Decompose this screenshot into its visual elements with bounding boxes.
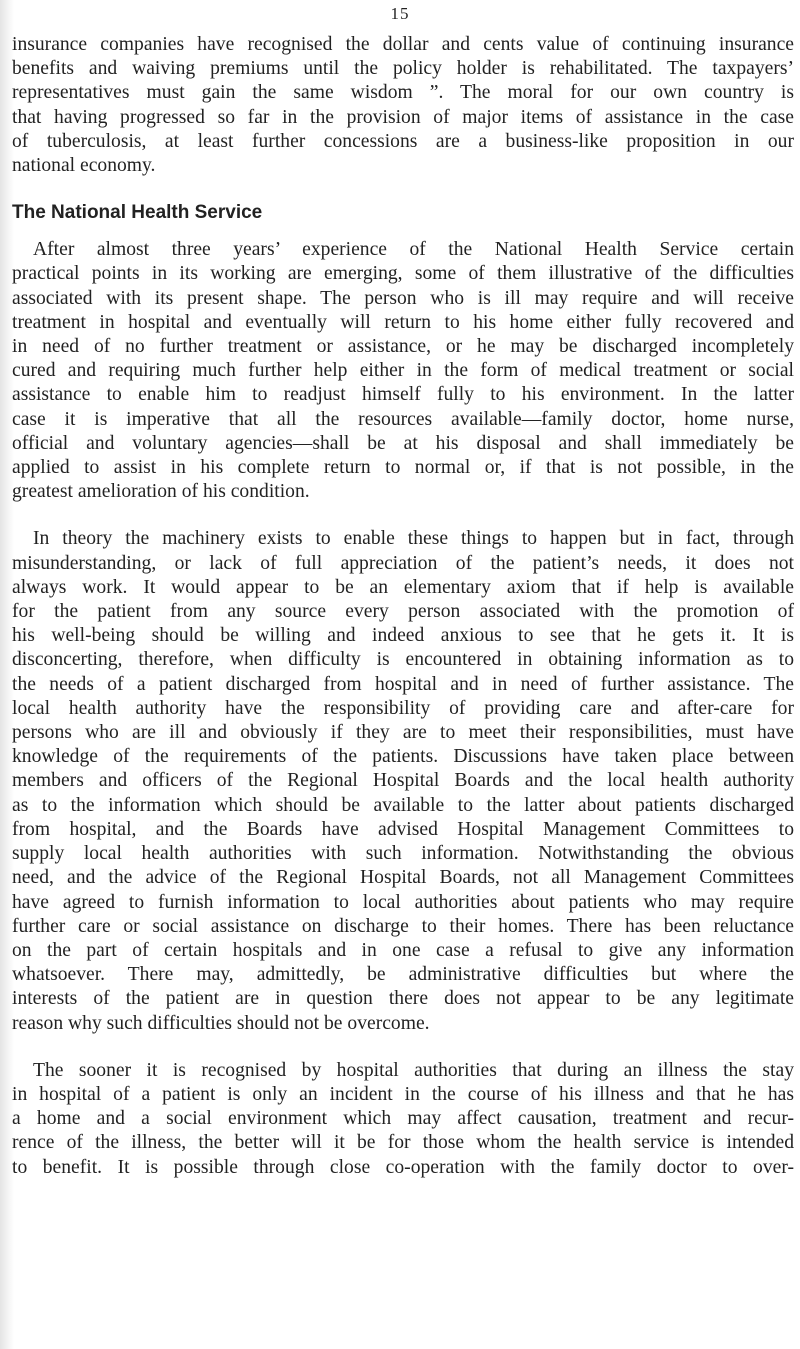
text-line: case it is imperative that all the resources available—family doctor, home nurse, xyxy=(12,408,794,430)
paragraph-nhs-experience xyxy=(12,238,794,504)
text-line: need, and the advice of the Regional Hospital Boards, not all Management Committees xyxy=(12,867,794,889)
text-line: local health authority have the responsibility of providing care and after-care for xyxy=(12,697,794,719)
text-line: reason why such difficulties should not be overcome. xyxy=(12,1012,430,1034)
text-line: representatives must gain the same wisdom ”. The moral for our own country is xyxy=(12,82,794,104)
text-line: knowledge of the requirements of the patients. Discussions have taken place between xyxy=(12,746,794,768)
text-line: of tuberculosis, at least further concessions are a business-like proposition in our xyxy=(12,130,794,152)
text-line: that having progressed so far in the provision of major items of assistance in the case xyxy=(12,106,794,128)
text-line: supply local health authorities with such information. Notwithstanding the obvious xyxy=(12,843,794,865)
text-line: misunderstanding, or lack of full appreciation of the patient’s needs, it does not xyxy=(12,552,794,574)
text-line: rence of the illness, the better will it be for those whom the health service is intended xyxy=(12,1132,794,1154)
text-line: The sooner it is recognised by hospital authorities that during an illness the stay xyxy=(33,1059,794,1081)
text-line: applied to assist in his complete return to normal or, if that is not possible, in the xyxy=(12,457,794,479)
text-line: greatest amelioration of his condition. xyxy=(12,481,310,503)
section-heading: The National Health Service xyxy=(12,202,263,224)
text-line: assistance to enable him to readjust himself fully to his environment. In the latter xyxy=(12,384,794,406)
text-line: national economy. xyxy=(12,155,156,177)
text-line: further care or social assistance on discharge to their homes. There has been reluctance xyxy=(12,915,794,937)
paragraph-insurance-continuation xyxy=(12,33,794,178)
text-line: In theory the machinery exists to enable these things to happen but in fact, through xyxy=(33,528,794,550)
text-line: disconcerting, therefore, when difficulty is encountered in obtaining information as to xyxy=(12,649,794,671)
text-line: benefits and waiving premiums until the policy holder is rehabilitated. The taxpayers’ xyxy=(12,58,794,80)
text-line: treatment in hospital and eventually will return to his home either fully recovered and xyxy=(12,311,794,333)
body-text xyxy=(12,33,794,1180)
text-line: have agreed to furnish information to local authorities about patients who may require xyxy=(12,891,794,913)
text-line: in need of no further treatment or assistance, or he may be discharged incompletely xyxy=(12,336,794,358)
text-line: After almost three years’ experience of the National Health Service certain xyxy=(33,239,794,261)
text-line: the needs of a patient discharged from hospital and in need of further assistance. The xyxy=(12,673,794,695)
paragraph-hospital-stay xyxy=(12,1059,794,1180)
text-line: his well-being should be willing and indeed anxious to see that he gets it. It is xyxy=(12,625,794,647)
text-line: always work. It would appear to be an elementary axiom that if help is available xyxy=(12,576,794,598)
text-line: practical points in its working are emerging, some of them illustrative of the difficulties xyxy=(12,263,794,285)
text-line: cured and requiring much further help either in the form of medical treatment or social xyxy=(12,360,794,382)
text-line: whatsoever. There may, admittedly, be administrative difficulties but where the xyxy=(12,964,794,986)
text-line: as to the information which should be available to the latter about patients discharged xyxy=(12,794,794,816)
text-line: in hospital of a patient is only an incident in the course of his illness and that he has xyxy=(12,1083,794,1105)
text-line: from hospital, and the Boards have advised Hospital Management Committees to xyxy=(12,818,794,840)
page-number: 15 xyxy=(390,4,410,23)
text-line: a home and a social environment which may affect causation, treatment and recur- xyxy=(12,1108,794,1130)
text-line: official and voluntary agencies—shall be at his disposal and shall immediately be xyxy=(12,432,794,454)
text-line: for the patient from any source every person associated with the promotion of xyxy=(12,601,794,623)
text-line: to benefit. It is possible through close co-operation with the family doctor to over- xyxy=(12,1156,794,1178)
text-line: insurance companies have recognised the dollar and cents value of continuing insurance xyxy=(12,34,794,55)
text-line: interests of the patient are in question there does not appear to be any legitimate xyxy=(12,988,794,1010)
text-line: on the part of certain hospitals and in one case a refusal to give any information xyxy=(12,939,794,961)
text-line: members and officers of the Regional Hospital Boards and the local health authority xyxy=(12,770,794,792)
paragraph-machinery-theory xyxy=(12,527,794,1035)
text-line: persons who are ill and obviously if they are to meet their responsibilities, must have xyxy=(12,722,794,744)
text-line: associated with its present shape. The person who is ill may require and will receive xyxy=(12,287,794,309)
